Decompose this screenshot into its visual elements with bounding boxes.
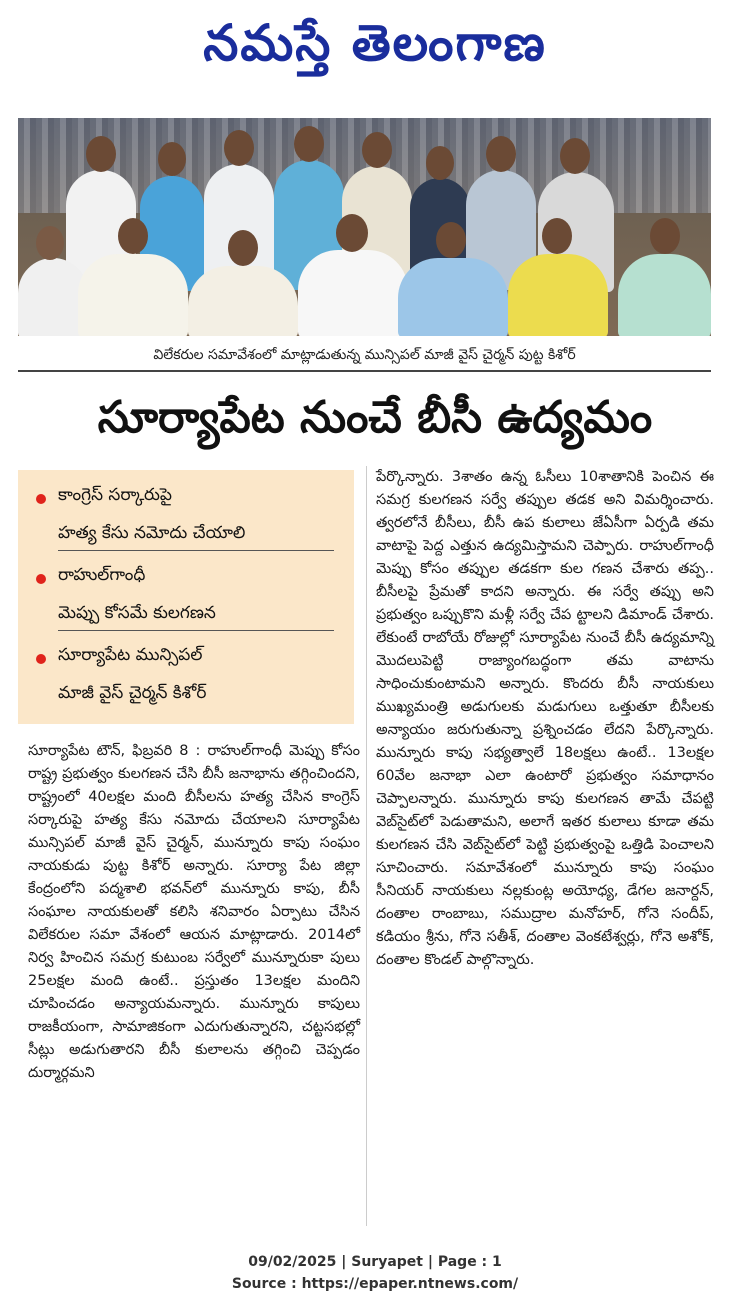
photo-person-head [542,218,572,254]
photo-person-head [224,130,254,166]
red-bullet-icon [36,574,46,584]
photo-person-head [560,138,590,174]
newspaper-masthead: నమస్తే తెలంగాణ [203,14,547,72]
photo-person-head [650,218,680,254]
highlights-box [18,470,354,724]
photo-person [508,254,608,336]
photo-person [298,250,408,336]
photo-person [78,254,188,336]
red-bullet-icon [36,494,46,504]
article-column-right [376,466,714,972]
highlight-line: మెప్పు కోసమే కులగణన [58,603,216,623]
photo-person-head [486,136,516,172]
red-bullet-icon [36,654,46,664]
photo-person-head [294,126,324,162]
highlight-divider [58,550,334,551]
photo-caption: విలేకరుల సమావేశంలో మాట్లాడుతున్న మున్సిపల్ మాజీ వైస్ చైర్మన్ పుట్ట కిశోర్ [18,340,711,372]
photo-person-head [158,142,186,176]
photo-person-head [436,222,466,258]
highlight-divider [58,630,334,631]
article-headline: సూర్యాపేట నుంచే బీసీ ఉద్యమం [97,392,653,443]
photo-person [618,254,711,336]
photo-person-head [228,230,258,266]
photo-person-head [426,146,454,180]
footer-date-line: 09/02/2025 | Suryapet | Page : 1 [248,1254,502,1270]
photo-person-head [362,132,392,168]
photo-person-head [336,214,368,252]
column-divider [366,466,367,1226]
highlight-line: హత్య కేసు నమోదు చేయాలి [58,523,246,543]
photo-person [188,266,298,336]
highlight-line: మాజీ వైస్ చైర్మన్ కిశోర్ [58,683,207,703]
photo-person [398,258,508,336]
article-text-left: సూర్యాపేట టౌన్, ఫిబ్రవరి 8 : రాహుల్‌గాంధీ మెప్పు కోసం రాష్ట్ర ప్రభుత్వం కులగణన చేసి బీసీ జనాభాను తగ్గించిందని, రాష్ట్రంలో 40లక్షల మంది బీసీలను హత్య చేసిన కాంగ్రెస్ సర్కారుపై హత్య కేసు నమోదు చేయాలని సూర్యాపేట మున్సిపల్ మాజీ వైస్ చైర్మన్, మున్నూరు కాపు సంఘం నాయకుడు పుట్ట కిశోర్ అన్నారు. సూర్యా పేట జిల్లా కేంద్రంలోని పద్మశాలి భవన్‌లో మున్నూరు కాపు, బీసీ సంఘాల నాయకులతో కలిసి శనివారం ఏర్పాటు చేసిన విలేకరుల సమా వేశంలో ఆయన మాట్లాడారు. 2014లో నిర్వ హించిన సమగ్ర కుటుంబ సర్వేలో మున్నూరుకా పులు 25లక్షల మంది ఉంటే.. ప్రస్తుతం 13లక్షల మందిని చూపించడం అన్యాయమన్నారు. మున్నూరు కాపులు రాజకీయంగా, సామాజికంగా ఎదుగుతున్నారని, చట్టసభల్లో సీట్లు అడుగుతారని బీసీ కులాలను తగ్గించి చెప్పడం దుర్మార్గమని [28,743,360,1081]
photo-person-head [86,136,116,172]
highlight-line: రాహుల్‌గాంధీ [58,565,146,585]
article-text-right: పేర్కొన్నారు. 3శాతం ఉన్న ఓసీలు 10శాతానికి పెంచిన ఈ సమగ్ర కులగణన సర్వే తప్పుల తడక అని విమర్శించారు. త్వరలోనే బీసీలు, బీసీ ఉప కులాలు జేఏసీగా ఏర్పడి తమ వాటాపై పెద్ద ఎత్తున ఉద్యమిస్తామని చెప్పారు. రాహుల్‌గాంధీ మెప్పు కోసం తప్పుల తడకగా కుల గణన చేశారు తప్ప.. బీసీలపై ప్రేమతో కాదని అన్నారు. ఈ సర్వే తప్పు అని ప్రభుత్వం ఒప్పుకొని మళ్లీ సర్వే చేప ట్టాలని డిమాండ్ చేశారు. లేకుంటే రాబోయే రోజుల్లో సూర్యాపేట నుంచే బీసీ ఉద్యమాన్ని మొదలుపెట్టి రాజ్యాంగబద్ధంగా తమ వాటాను సాధించుకుంటామని అన్నారు. కొందరు బీసీ నాయకులు ముఖ్యమంత్రి అడుగులకు మడుగులు ఒత్తుతూ బీసీలకు అన్యాయం జరుగుతున్నా ప్రశ్నించడం లేదని పేర్కొన్నారు. మున్నూరు కాపు సభ్యత్వాలే 18లక్షలు ఉంటే.. 13లక్షల 60వేల జనాభా ఎలా ఉంటారో ప్రభుత్వం సమాధానం చెప్పాలన్నారు. మున్నూరు కాపు కులగణన తామే చేపట్టి వెబ్‌సైట్‌లో పెడుతామని, అలాగే ఇతర కులాలు కూడా తమ కులగణన చేసి వెబ్‌సైట్‌లో పెట్టి ప్రభుత్వంపై ఒత్తిడి పెంచాలని సూచించారు. సమావేశంలో మున్నూరు కాపు సంఘం సీనియర్ నాయకులు నల్లకుంట్ల అయోధ్య, డేగల జనార్దన్, దంతాల రాంబాబు, సముద్రాల మనోహర్, గోనె సందీప్, కడియం శ్రీను, గోనె సతీశ్, దంతాల వెంకటేశ్వర్లు, గోనె అశోక్, దంతాల కొండల్ పాల్గొన్నారు. [376,469,714,968]
highlight-line: కాంగ్రెస్ సర్కారుపై [58,485,173,505]
photo-person-head [36,226,64,260]
news-photo [18,118,711,336]
highlight-line: సూర్యాపేట మున్సిపల్ [58,645,203,665]
footer-source-line: Source : https://epaper.ntnews.com/ [231,1276,519,1292]
article-column-left [28,740,360,1085]
photo-person-head [118,218,148,254]
